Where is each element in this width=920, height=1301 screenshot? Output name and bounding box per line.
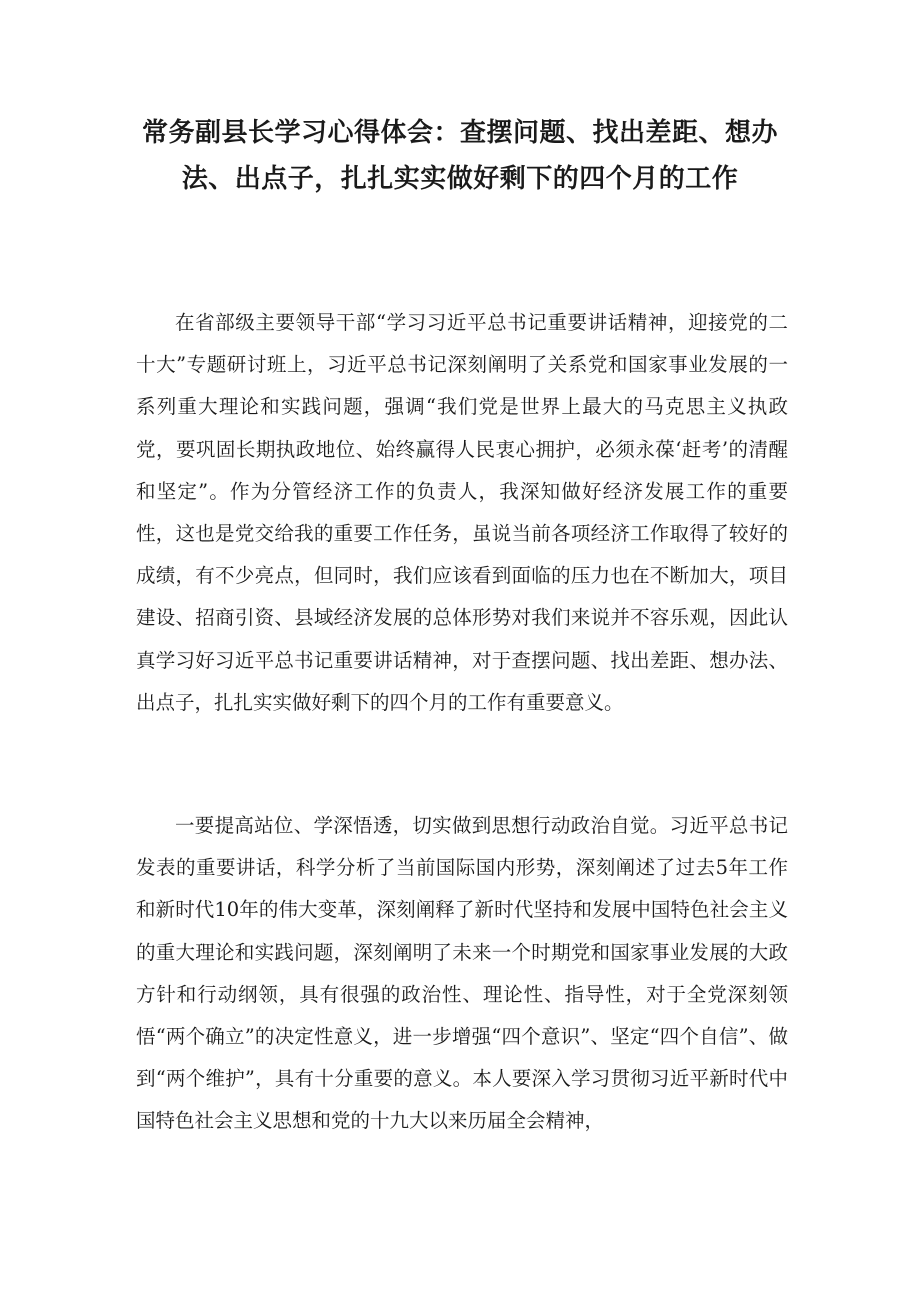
paragraph-1: 在省部级主要领导干部“学习习近平总书记重要讲话精神，迎接党的二十大”专题研讨班上，习近平总书记深刻阐明了关系党和国家事业发展的一系列重大理论和实践问题，强调“我们党是世界上最大的马克思主义执政党，要巩固长期执政地位、始终赢得人民衷心拥护，必须永葆‘赶考’的清醒和坚定”。作为分管经济工作的负责人，我深知做好经济发展工作的重要性，这也是党交给我的重要工作任务，虽说当前各项经济工作取得了较好的成绩，有不少亮点，但同时，我们应该看到面临的压力也在不断加大，项目建设、招商引资、县域经济发展的总体形势对我们来说并不容乐观，因此认真学习好习近平总书记重要讲话精神，对于查摆问题、找出差距、想办法、出点子，扎扎实实做好剩下的四个月的工作有重要意义。 [136,311,788,714]
paragraph-2: 一要提高站位、学深悟透，切实做到思想行动政治自觉。习近平总书记发表的重要讲话，科学分析了当前国际国内形势，深刻阐述了过去5年工作和新时代10年的伟大变革，深刻阐释了新时代坚持和发展中国特色社会主义的重大理论和实践问题，深刻阐明了未来一个时期党和国家事业发展的大政方针和行动纲领，具有很强的政治性、理论性、指导性，对于全党深刻领悟“两个确立”的决定性意义，进一步增强“四个意识”、坚定“四个自信”、做到“两个维护”，具有十分重要的意义。本人要深入学习贯彻习近平新时代中国特色社会主义思想和党的十九大以来历届全会精神， [136,814,788,1133]
document-title: 常务副县长学习心得体会：查摆问题、找出差距、想办法、出点子，扎扎实实做好剩下的四个月的工作 [141,118,778,194]
